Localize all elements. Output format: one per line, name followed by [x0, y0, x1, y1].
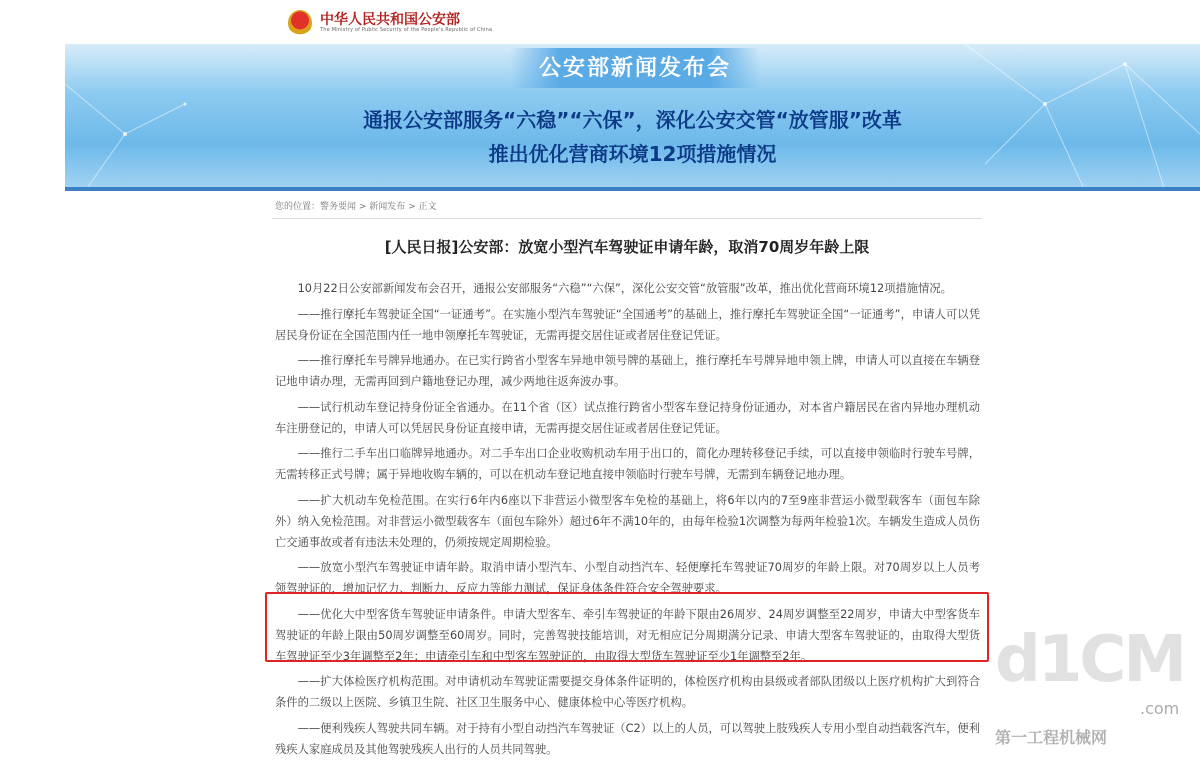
paragraph: ——扩大机动车免检范围。在实行6年内6座以下非营运小微型客车免检的基础上，将6年以内的7至9座非营运小微型载客车（面包车除外）纳入免检范围。对非营运小微型载客车（面包车除外）超过6年不满10年的，由每年检验1次调整为每两年检验1次。车辆发生造成人员伤亡交通事故或者有违法未处理的，仍须按规定周期检验。	[275, 493, 980, 549]
divider	[272, 218, 982, 219]
highlight-box	[265, 592, 989, 662]
breadcrumb[interactable]: 您的位置：警务要闻 > 新闻发布 > 正文	[275, 202, 437, 212]
watermark-logo: d1CM	[995, 623, 1184, 697]
paragraph-highlighted: ——优化大中型客货车驾驶证申请条件。申请大型客车、牵引车驾驶证的年龄下限由26周岁、24周岁调整至22周岁，申请大中型客货车驾驶证的年龄上限由50周岁调整至60周岁。同时，完善驾驶技能培训，对无相应记分周期满分记录、申请大型客车驾驶证的，由取得大型货车驾驶证至少3年调整至2年；申请牵引车和中型客车驾驶证的，由取得大型货车驾驶证至少1年调整至2年。	[275, 607, 980, 663]
banner-subheadline: 推出优化营商环境12项措施情况	[488, 142, 777, 166]
paragraph: ——扩大体检医疗机构范围。对申请机动车驾驶证需要提交身体条件证明的，体检医疗机构由县级或者部队团级以上医疗机构扩大到符合条件的二级以上医院、乡镇卫生院、社区卫生服务中心、健康体检中心等医疗机构。	[275, 675, 980, 709]
site-header[interactable]	[288, 8, 492, 38]
paragraph: ——放宽小型汽车驾驶证申请年龄。取消申请小型汽车、小型自动挡汽车、轻便摩托车驾驶证70周岁的年龄上限。对70周岁以上人员考领驾驶证的，增加记忆力、判断力、反应力等能力测试，保证身体条件符合安全驾驶要求。	[275, 561, 980, 595]
watermark-name: 第一工程机械网	[995, 728, 1108, 747]
banner-headline: 通报公安部服务“六稳”“六保”，深化公安交管“放管服”改革	[363, 108, 902, 132]
paragraph: ——试行机动车登记持身份证全省通办。在11个省（区）试点推行跨省小型客车登记持身份证通办，对本省户籍居民在省内异地办理机动车注册登记的，申请人可以凭居民身份证直接申请，无需再提交居住证或者居住登记凭证。	[275, 400, 980, 435]
police-emblem-icon	[288, 10, 312, 36]
paragraph: ——便利残疾人驾驶共同车辆。对于持有小型自动挡汽车驾驶证（C2）以上的人员，可以驾驶上肢残疾人专用小型自动挡载客汽车，便利残疾人家庭成员及其他驾驶残疾人出行的人员共同驾驶。	[275, 721, 980, 756]
paragraph: 10月22日公安部新闻发布会召开，通报公安部服务“六稳”“六保”，深化公安交管“放管服”改革，推出优化营商环境12项措施情况。	[297, 282, 952, 295]
site-name-en: The Ministry of Public Security of the People's Republic of China	[320, 27, 493, 33]
watermark-suffix: .com	[1140, 699, 1180, 718]
press-conference-banner	[65, 44, 1200, 191]
article-body	[275, 278, 980, 764]
banner-badge: 公安部新闻发布会	[510, 48, 760, 88]
article-title: [人民日报]公安部：放宽小型汽车驾驶证申请年龄，取消70周岁年龄上限	[384, 238, 870, 256]
paragraph: ——推行摩托车驾驶证全国“一证通考”。在实施小型汽车驾驶证“全国通考”的基础上，推行摩托车驾驶证全国“一证通考”，申请人可以凭居民身份证在全国范围内任一地申领摩托车驾驶证，无需再提交居住证或者居住登记凭证。	[275, 307, 980, 342]
site-name: 中华人民共和国公安部	[320, 12, 460, 28]
paragraph: ——推行摩托车号牌异地通办。在已实行跨省小型客车异地申领号牌的基础上，推行摩托车号牌异地申领上牌，申请人可以直接在车辆登记地申请办理，无需再回到户籍地登记办理，减少两地往返奔波办事。	[275, 354, 980, 388]
paragraph: ——推行二手车出口临牌异地通办。对二手车出口企业收购机动车用于出口的，简化办理转移登记手续，可以直接申领临时行驶车号牌，无需转移正式号牌；属于异地收购车辆的，可以在机动车登记地直接申领临时行驶车号牌，无需到车辆登记地办理。	[275, 447, 980, 481]
